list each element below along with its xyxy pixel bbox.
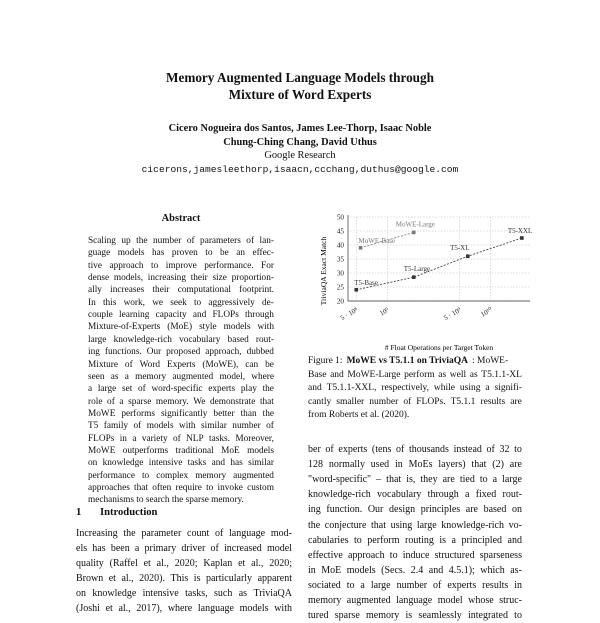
x-tick-label: 10¹⁰ xyxy=(479,305,494,319)
section-number: 1 xyxy=(76,507,82,518)
chart-y-ticks xyxy=(337,214,345,306)
text-line: ing functions. Our proposed approach, dubbed xyxy=(88,347,274,358)
y-tick-label: 30 xyxy=(336,269,344,278)
affiliation: Google Research xyxy=(264,150,336,161)
text-line: MoWE performs significantly better than the xyxy=(88,408,274,419)
author-line-1: Cicero Nogueira dos Santos, James Lee-Thorp, Isaac Noble xyxy=(168,123,432,134)
chart-axes xyxy=(348,215,530,301)
data-point xyxy=(520,236,524,240)
text-line: els has been a primary driver of increased model xyxy=(76,543,292,554)
data-point xyxy=(466,254,470,258)
title-line-2: Mixture of Word Experts xyxy=(228,87,372,102)
text-line: "word-specific" – that is, they are tied to a large xyxy=(308,474,522,486)
text-line: on knowledge intensive tasks, such as TriviaQA xyxy=(76,588,292,599)
data-label: T5-XL xyxy=(450,244,470,253)
text-line: cabularies to perform routing is a principled and xyxy=(308,534,522,546)
author-emails: cicerons,jamesleethorp,isaacn,ccchang,duthus@google.com xyxy=(141,164,459,175)
text-line: in MoE models (Secs. 2.4 and 4.5.1); which as- xyxy=(308,564,522,576)
text-line: approaches that often require to invoke custom xyxy=(88,483,274,493)
x-tick-label: 5 · 10⁸ xyxy=(339,305,360,323)
chart-grid xyxy=(348,217,530,301)
text-line: on knowledge intensive tasks and has similar xyxy=(88,458,274,469)
y-tick-label: 40 xyxy=(336,241,344,250)
text-line: T5 family of models with similar number of xyxy=(88,421,274,432)
chart-x-ticks xyxy=(339,306,494,323)
text-line: tive approach to improve performance. For xyxy=(88,260,274,271)
section-title: Introduction xyxy=(99,507,158,518)
text-line: MoWE outperforms traditional MoE models xyxy=(88,445,274,456)
x-tick-label: 10⁹ xyxy=(378,305,391,318)
data-label: T5-Large xyxy=(403,265,431,274)
data-label: T5-Base xyxy=(354,278,378,287)
y-tick-label: 20 xyxy=(336,297,344,306)
text-line: 128 normally used in MoEs layers) that (2) are xyxy=(308,459,522,471)
text-line: In this work, we seek to aggressively de- xyxy=(88,297,274,308)
text-line: FLOPs in a variety of NLP tasks. Moreover, xyxy=(88,433,274,444)
series-line-t5.1.1 xyxy=(356,238,522,290)
y-tick-label: 35 xyxy=(336,255,344,264)
y-tick-label: 50 xyxy=(336,213,344,222)
data-point xyxy=(412,275,416,279)
text-line: role of a sparse memory. We demonstrate that xyxy=(88,396,274,407)
text-line: guage models has proven to be an effec- xyxy=(88,248,274,259)
text-line: seen as a memory augmented model, where xyxy=(88,371,274,382)
author-list xyxy=(0,122,600,149)
paper-title xyxy=(0,69,600,103)
data-label: MoWE-Large xyxy=(395,220,435,229)
x-axis-label: # Float Operations per Target Token xyxy=(384,343,494,352)
data-point xyxy=(354,288,358,292)
text-line: ber of experts (tens of thousands instead of 32 to xyxy=(308,444,522,455)
caption-line: from Roberts et al. (2020). xyxy=(308,410,410,421)
data-label: T5-XXL xyxy=(507,227,533,235)
text-line: Brown et al., 2020). This is particularly apparent xyxy=(76,573,292,584)
text-line: tured sparse memory is seamlessly integrated to xyxy=(308,610,522,622)
caption-line: Figure 1: MoWE vs T5.1.1 on TriviaQA : MoWE- xyxy=(308,356,509,366)
text-line: Mixture-of-Experts (MoE) style models with xyxy=(88,322,274,333)
data-point xyxy=(412,231,416,235)
text-line: effective approach to induce structured sparseness xyxy=(308,549,522,561)
y-axis-label: TriviaQA Exact Match xyxy=(319,236,328,306)
caption-line: and T5.1.1-XXL, respectively, while using a signifi- xyxy=(308,383,522,394)
text-line: a large set of word-specific experts play the xyxy=(88,384,274,395)
text-line: couple learning capacity and FLOPs through xyxy=(88,310,274,321)
chart-series xyxy=(354,220,532,291)
y-tick-label: 25 xyxy=(336,283,344,292)
text-line: (Joshi et al., 2017), where language models with xyxy=(76,603,292,614)
author-line-2: Chung-Ching Chang, David Uthus xyxy=(223,136,377,148)
text-line: knowledge-rich vocabulary through a fixed rout- xyxy=(308,489,522,501)
caption-line: cantly smaller number of FLOPs. T5.1.1 results are xyxy=(308,396,522,407)
data-label: MoWE-Base xyxy=(358,236,396,245)
text-line: Mixture of Word Experts (MoWE), can be xyxy=(88,359,274,370)
text-line: sociated to a large number of experts results in xyxy=(308,579,522,591)
text-line: ing function. Our design principles are based on xyxy=(308,504,522,516)
text-line: Increasing the parameter count of language mod- xyxy=(76,528,292,539)
section-heading-introduction xyxy=(76,507,157,518)
title-line-1: Memory Augmented Language Models through xyxy=(166,70,434,85)
figure-1-chart xyxy=(300,205,540,355)
text-line: the conjecture that using large knowledge-rich vo- xyxy=(308,519,522,531)
text-line: memory augmented language model whose struc- xyxy=(308,595,522,606)
text-line: ally increases their computational footprint. xyxy=(88,285,274,296)
text-line: quality (Raffel et al., 2020; Kaplan et al., 2020; xyxy=(76,558,292,569)
data-point xyxy=(359,246,363,250)
caption-line: Base and MoWE-Large perform as well as T5.1.1-XL xyxy=(308,369,522,380)
text-line: mechanisms to search the sparse memory. xyxy=(88,495,244,506)
text-line: performance to complex memory augmented xyxy=(88,470,274,481)
x-tick-label: 5 · 10⁹ xyxy=(442,305,463,323)
abstract-heading: Abstract xyxy=(161,213,201,224)
text-line: large knowledge-rich vocabulary based rout- xyxy=(88,334,274,345)
y-tick-label: 45 xyxy=(336,227,344,236)
text-line: dense models, increasing their size proportion- xyxy=(88,273,274,284)
text-line: Scaling up the number of parameters of lan- xyxy=(88,236,274,246)
